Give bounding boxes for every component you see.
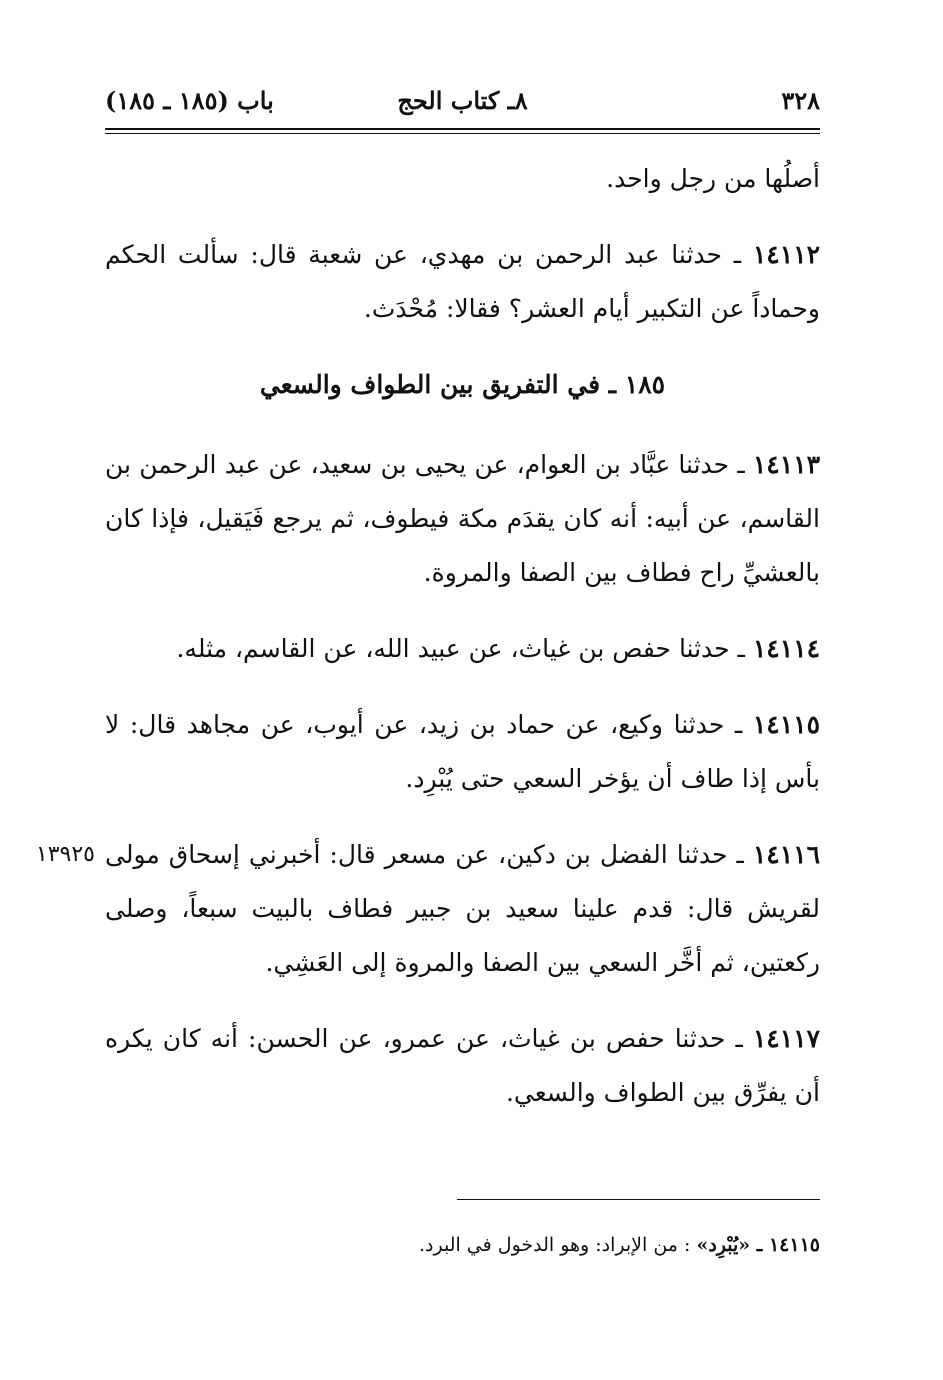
hadith-number: ١٤١١٣ xyxy=(752,450,820,479)
main-text xyxy=(35,152,820,1142)
hadith-text: ـ حدثنا حفص بن غياث، عن عبيد الله، عن القاسم، مثله. xyxy=(176,634,753,663)
hadith-paragraph xyxy=(35,828,820,990)
footnote-divider xyxy=(457,1199,820,1200)
paragraph-text: أصلُها من رجل واحد. xyxy=(606,164,820,193)
footnote-number: ١٤١١٥ ـ «يُبْرِد» xyxy=(696,1234,820,1256)
paragraph-continuation xyxy=(105,152,820,206)
margin-reference-number: ١٣٩٢٥ xyxy=(35,842,95,867)
hadith-paragraph xyxy=(105,698,820,806)
book-title: ٨ـ كتاب الحج xyxy=(397,86,528,115)
hadith-text: ـ حدثنا الفضل بن دكين، عن مسعر قال: أخبرني إسحاق مولى لقريش قال: قدم علينا سعيد بن جبير فطاف بالبيت سبعاً، وصلى ركعتين، ثم أخَّر السعي بين الصفا والمروة إلى العَشِي. xyxy=(105,840,820,977)
hadith-text: ـ حدثنا وكيع، عن حماد بن زيد، عن أيوب، عن مجاهد قال: لا بأس إذا طاف أن يؤخر السعي حتى يُبْرِد. xyxy=(105,710,820,793)
hadith-text: ـ حدثنا عبَّاد بن العوام، عن يحيى بن سعيد، عن عبد الرحمن بن القاسم، عن أبيه: أنه كان يقدَم مكة فيطوف، ثم يرجع فَيَقيل، فإذا كان بالعشيِّ راح فطاف بين الصفا والمروة. xyxy=(105,450,820,587)
chapter-range: باب (١٨٥ ـ ١٨٥) xyxy=(105,86,274,115)
section-heading: ١٨٥ ـ في التفريق بين الطواف والسعي xyxy=(259,370,666,399)
page-header xyxy=(105,82,820,126)
hadith-number: ١٤١١٤ xyxy=(752,634,820,663)
hadith-number: ١٤١١٧ xyxy=(752,1024,820,1053)
hadith-paragraph xyxy=(105,622,820,676)
footnote-text: : من الإبراد: وهو الدخول في البرد. xyxy=(418,1234,697,1256)
footnote xyxy=(419,1228,820,1262)
hadith-number: ١٤١١٦ xyxy=(752,840,820,869)
hadith-number: ١٤١١٥ xyxy=(752,710,820,739)
header-divider-thin xyxy=(105,133,820,134)
hadith-number: ١٤١١٢ xyxy=(752,240,820,269)
hadith-paragraph xyxy=(105,438,820,600)
hadith-paragraph xyxy=(105,228,820,336)
hadith-text: ـ حدثنا حفص بن غياث، عن عمرو، عن الحسن: أنه كان يكره أن يفرِّق بين الطواف والسعي. xyxy=(105,1024,820,1107)
hadith-paragraph xyxy=(105,1012,820,1120)
hadith-text: ـ حدثنا عبد الرحمن بن مهدي، عن شعبة قال: سألت الحكم وحماداً عن التكبير أيام العشر؟ فقالا: مُحْدَث. xyxy=(105,240,820,323)
page-number: ٣٢٨ xyxy=(781,86,820,115)
header-divider xyxy=(105,128,820,130)
